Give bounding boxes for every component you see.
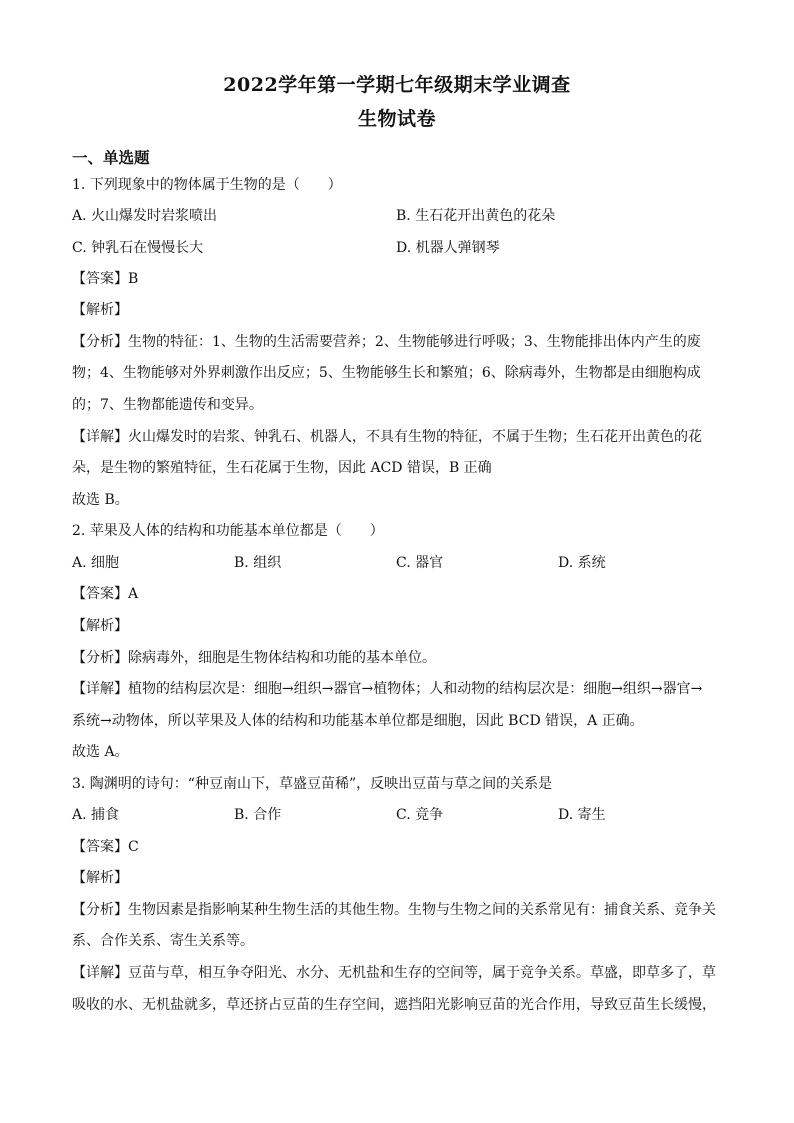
q2-detail-line-1: 【详解】植物的结构层次是：细胞→组织→器官→植物体；人和动物的结构层次是：细胞→组织→器官→ bbox=[72, 681, 703, 697]
q1-detail-line-2: 朵，是生物的繁殖特征，生石花属于生物，因此 ACD 错误，B 正确 bbox=[72, 460, 492, 476]
q2-detail-line-2: 系统→动物体，所以苹果及人体的结构和功能基本单位都是细胞，因此 BCD 错误，A 正确。 bbox=[72, 713, 644, 729]
q1-detail-line-1: 【详解】火山爆发时的岩浆、钟乳石、机器人，不具有生物的特征，不属于生物；生石花开出黄色的花 bbox=[72, 429, 702, 445]
page-title: 2022学年第一学期七年级期末学业调查 bbox=[223, 74, 571, 96]
q3-stem: 3. 陶渊明的诗句：“种豆南山下，草盛豆苗稀”，反映出豆苗与草之间的关系是 bbox=[72, 776, 553, 792]
q1-option-b: B. 生石花开出黄色的花朵 bbox=[396, 208, 556, 224]
q1-answer: 【答案】B bbox=[72, 271, 139, 287]
q3-answer: 【答案】C bbox=[72, 839, 139, 855]
q3-option-a: A. 捕食 bbox=[72, 807, 120, 823]
q1-option-d: D. 机器人弹钢琴 bbox=[396, 240, 500, 256]
q3-option-c: C. 竞争 bbox=[396, 807, 444, 823]
q1-analysis-line-1: 【分析】生物的特征：1、生物的生活需要营养；2、生物能够进行呼吸；3、生物能排出体内产生的废 bbox=[72, 334, 701, 350]
page-subtitle: 生物试卷 bbox=[357, 108, 436, 130]
q3-option-b: B. 合作 bbox=[234, 807, 282, 823]
q1-conclusion: 故选 B。 bbox=[72, 492, 129, 508]
q1-jiexi-label: 【解析】 bbox=[72, 302, 128, 318]
q2-option-c: C. 器官 bbox=[396, 555, 444, 571]
q1-analysis-line-3: 的；7、生物都能遗传和变异。 bbox=[72, 397, 263, 413]
q3-analysis-line-1: 【分析】生物因素是指影响某种生物生活的其他生物。生物与生物之间的关系常见有：捕食关系、竞争关 bbox=[72, 902, 716, 918]
section-heading: 一、单选题 bbox=[72, 148, 150, 167]
q1-stem: 1. 下列现象中的物体属于生物的是（ ） bbox=[72, 177, 342, 193]
q3-jiexi-label: 【解析】 bbox=[72, 870, 128, 886]
q2-option-d: D. 系统 bbox=[558, 555, 606, 571]
q3-option-d: D. 寄生 bbox=[558, 807, 606, 823]
q2-option-b: B. 组织 bbox=[234, 555, 282, 571]
q1-analysis-line-2: 物；4、生物能够对外界刺激作出反应；5、生物能够生长和繁殖；6、除病毒外，生物都是由细胞构成 bbox=[72, 365, 701, 381]
q2-answer: 【答案】A bbox=[72, 586, 139, 602]
q2-stem: 2. 苹果及人体的结构和功能基本单位都是（ ） bbox=[72, 523, 384, 539]
q3-analysis-line-2: 系、合作关系、寄生关系等。 bbox=[72, 933, 254, 949]
q1-option-a: A. 火山爆发时岩浆喷出 bbox=[72, 208, 218, 224]
q3-detail-line-2: 吸收的水、无机盐就多，草还挤占豆苗的生存空间，遮挡阳光影响豆苗的光合作用，导致豆苗生长缓慢， bbox=[72, 997, 716, 1013]
q2-analysis-line-1: 【分析】除病毒外，细胞是生物体结构和功能的基本单位。 bbox=[72, 650, 436, 666]
q2-conclusion: 故选 A。 bbox=[72, 744, 129, 760]
q3-detail-line-1: 【详解】豆苗与草，相互争夺阳光、水分、无机盐和生存的空间等，属于竞争关系。草盛，即草多了，草 bbox=[72, 965, 716, 981]
q1-option-c: C. 钟乳石在慢慢长大 bbox=[72, 240, 204, 256]
q2-jiexi-label: 【解析】 bbox=[72, 618, 128, 634]
q2-option-a: A. 细胞 bbox=[72, 555, 120, 571]
